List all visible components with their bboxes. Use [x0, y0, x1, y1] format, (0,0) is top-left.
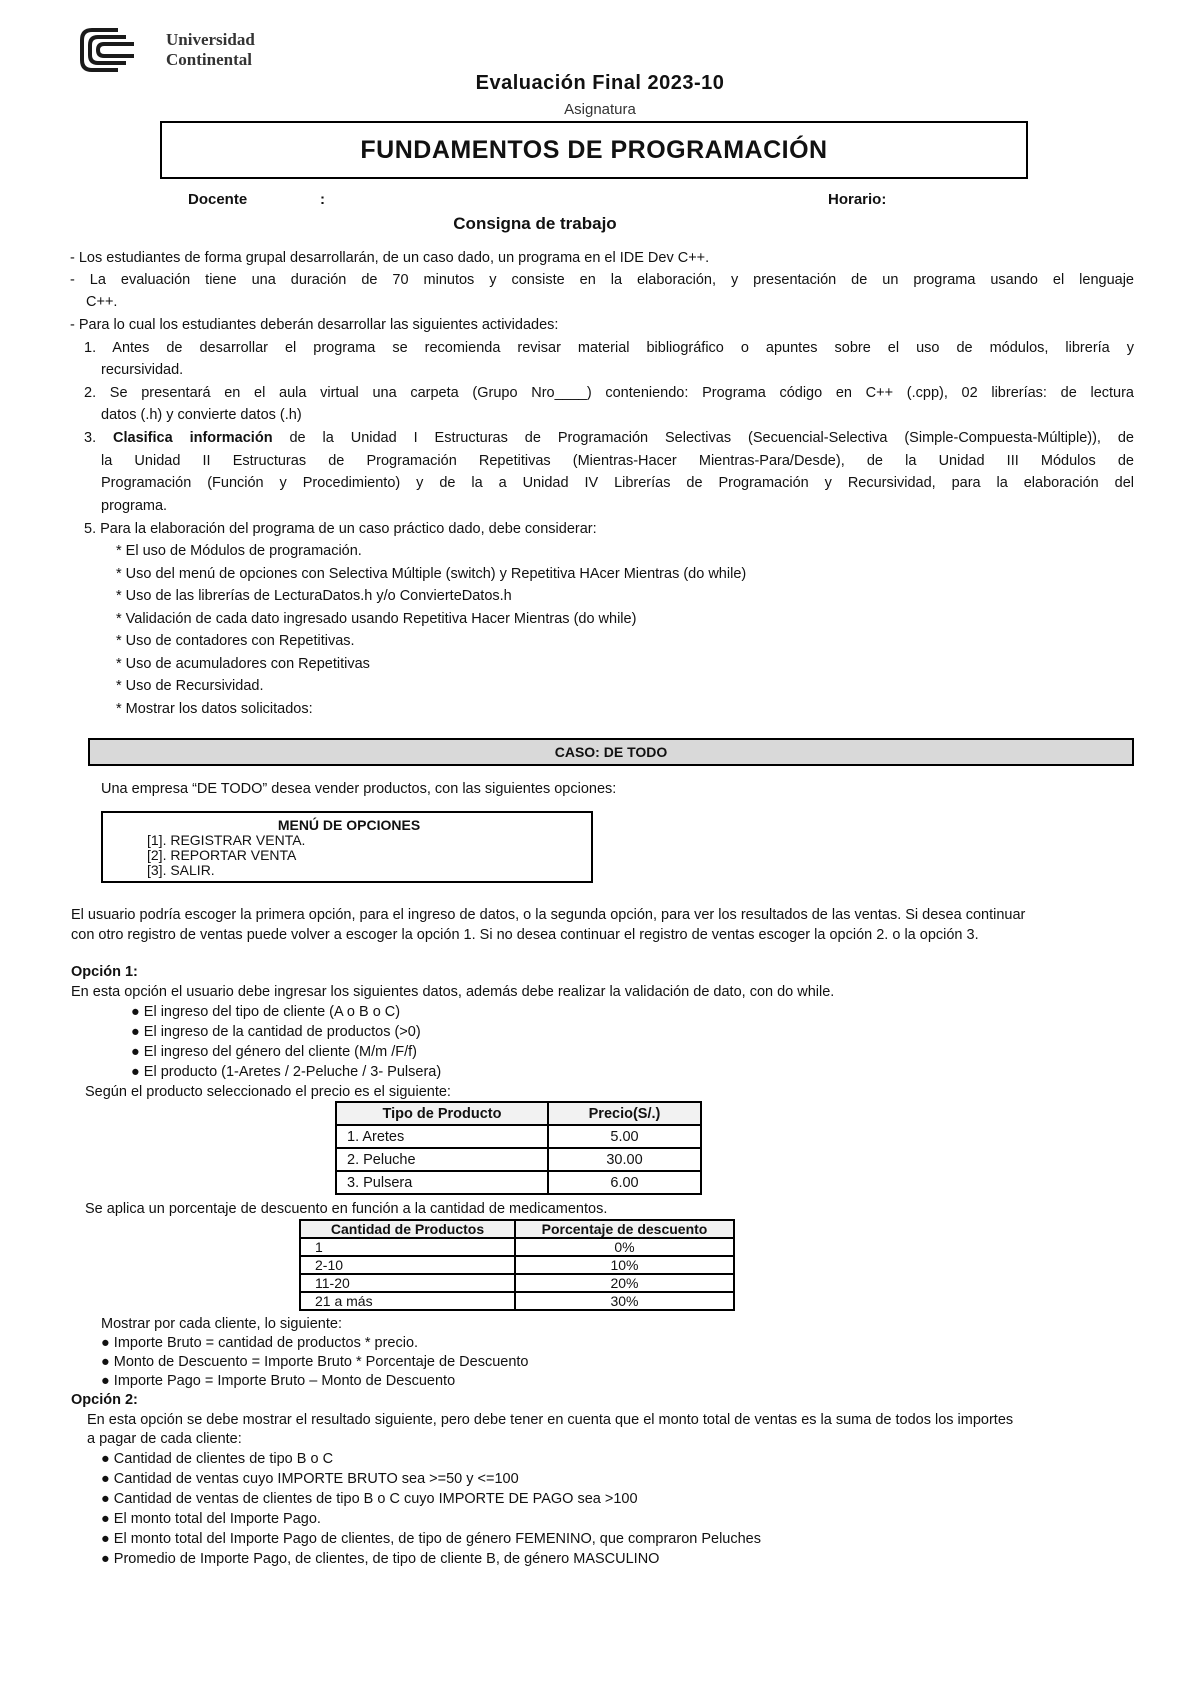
consider-item: * Uso de contadores con Repetitivas.: [116, 633, 355, 649]
activity-5: 5. Para la elaboración del programa de un caso práctico dado, debe considerar:: [84, 521, 597, 537]
table-row: [300, 1256, 734, 1274]
activity-3: [84, 427, 1134, 450]
docente-label: Docente: [188, 191, 248, 208]
university-logo: [78, 26, 268, 74]
case-intro: Una empresa “DE TODO” desea vender productos, con las siguientes opciones:: [101, 781, 617, 797]
activity-3-cont: Programación (Función y Procedimiento) y de la a Unidad IV Librerías de Programación y Recursividad, para la elaboración del: [101, 475, 1134, 491]
menu-item: [3]. SALIR.: [147, 862, 215, 878]
activity-1: 1. Antes de desarrollar el programa se recomienda revisar material bibliográfico o apuntes sobre el uso de módulos, librería y: [84, 340, 1134, 356]
activity-3-cont: programa.: [101, 498, 168, 514]
case-paragraph: con otro registro de ventas puede volver a escoger la opción 1. Si no desea continuar el registro de ventas escoger la opción 2. o la opción 3.: [71, 927, 979, 943]
show-item: ● Importe Bruto = cantidad de productos * precio.: [101, 1335, 419, 1351]
activity-1-cont: recursividad.: [101, 362, 184, 378]
table-row: [336, 1148, 701, 1171]
table-header-row: [300, 1220, 734, 1238]
option-1-item: ● El producto (1-Aretes / 2-Peluche / 3- Pulsera): [131, 1064, 442, 1080]
instruction-line: - Los estudiantes de forma grupal desarrollarán, de un caso dado, un programa en el IDE Dev C++.: [70, 250, 710, 266]
exam-title: Evaluación Final 2023-10: [475, 72, 725, 94]
option-2-item: ● El monto total del Importe Pago.: [101, 1511, 321, 1527]
table-cell: 2. Peluche: [336, 1148, 548, 1171]
table-row: [336, 1171, 701, 1194]
options-menu-box: [101, 811, 593, 883]
table-cell: 21 a más: [300, 1292, 515, 1310]
continental-logo-icon: [78, 26, 158, 74]
table-header: Porcentaje de descuento: [515, 1220, 734, 1238]
table-header: Cantidad de Productos: [300, 1220, 515, 1238]
table-cell: 10%: [515, 1256, 734, 1274]
table-header: Precio(S/.): [548, 1102, 701, 1125]
table-cell: 30%: [515, 1292, 734, 1310]
logo-line-2: Continental: [166, 50, 252, 69]
activity-3-number: 3.: [84, 430, 97, 446]
option-1-heading: Opción 1:: [71, 964, 138, 980]
option-2-intro: En esta opción se debe mostrar el resultado siguiente, pero debe tener en cuenta que el monto total de ventas es la suma de todos los importes: [87, 1412, 1014, 1428]
table-cell: 3. Pulsera: [336, 1171, 548, 1194]
activity-2-cont: datos (.h) y convierte datos (.h): [101, 407, 302, 423]
discount-intro: Se aplica un porcentaje de descuento en función a la cantidad de medicamentos.: [85, 1201, 608, 1217]
table-cell: 5.00: [548, 1125, 701, 1148]
case-paragraph: El usuario podría escoger la primera opción, para el ingreso de datos, o la segunda opción, para ver los resultados de las ventas. Si desea continuar: [71, 907, 1026, 923]
consider-item: * Uso de acumuladores con Repetitivas: [116, 656, 370, 672]
table-row: [300, 1238, 734, 1256]
horario-label: Horario:: [828, 191, 887, 208]
table-row: [300, 1292, 734, 1310]
consider-item: * Uso de Recursividad.: [116, 678, 264, 694]
option-2-item: ● Promedio de Importe Pago, de clientes, de tipo de cliente B, de género MASCULINO: [101, 1551, 660, 1567]
price-table: [335, 1101, 702, 1195]
logo-line-1: Universidad: [166, 30, 255, 49]
subject-name: FUNDAMENTOS DE PROGRAMACIÓN: [360, 135, 828, 164]
price-intro: Según el producto seleccionado el precio es el siguiente:: [85, 1084, 451, 1100]
table-cell: 11-20: [300, 1274, 515, 1292]
option-1-item: ● El ingreso del género del cliente (M/m /F/f): [131, 1044, 417, 1060]
activity-2: 2. Se presentará en el aula virtual una carpeta (Grupo Nro____) conteniendo: Programa código en C++ (.cpp), 02 librerías: de lectura: [84, 385, 1134, 401]
instruction-line: - La evaluación tiene una duración de 70 minutos y consiste en la elaboración, y presentación de un programa usando el lenguaje: [70, 272, 1134, 288]
option-2-intro: a pagar de cada cliente:: [87, 1431, 242, 1447]
option-1-intro: En esta opción el usuario debe ingresar los siguientes datos, además debe realizar la validación de dato, con do while.: [71, 984, 835, 1000]
table-row: [336, 1125, 701, 1148]
consider-item: * El uso de Módulos de programación.: [116, 543, 362, 559]
table-cell: 6.00: [548, 1171, 701, 1194]
option-2-item: ● Cantidad de clientes de tipo B o C: [101, 1451, 334, 1467]
show-item: ● Monto de Descuento = Importe Bruto * Porcentaje de Descuento: [101, 1354, 529, 1370]
table-cell: 1: [300, 1238, 515, 1256]
option-1-item: ● El ingreso del tipo de cliente (A o B o C): [131, 1004, 401, 1020]
subject-label: Asignatura: [564, 101, 636, 118]
consider-item: * Validación de cada dato ingresado usando Repetitiva Hacer Mientras (do while): [116, 611, 637, 627]
logo-text: [166, 30, 255, 70]
consider-item: * Mostrar los datos solicitados:: [116, 701, 313, 717]
case-title: CASO: DE TODO: [554, 744, 668, 760]
show-intro: Mostrar por cada cliente, lo siguiente:: [101, 1316, 342, 1332]
instruction-line: - Para lo cual los estudiantes deberán desarrollar las siguientes actividades:: [70, 317, 559, 333]
table-row: [300, 1274, 734, 1292]
option-2-heading: Opción 2:: [71, 1392, 138, 1408]
table-cell: 30.00: [548, 1148, 701, 1171]
consider-item: * Uso de las librerías de LecturaDatos.h y/o ConvierteDatos.h: [116, 588, 512, 604]
table-cell: 20%: [515, 1274, 734, 1292]
activity-3-cont: la Unidad II Estructuras de Programación Repetitivas (Mientras-Hacer Mientras-Para/Desde), de la Unidad III Módulos de: [101, 453, 1134, 469]
consigna-heading: Consigna de trabajo: [453, 214, 617, 233]
menu-title: MENÚ DE OPCIONES: [277, 817, 421, 833]
option-2-item: ● Cantidad de ventas de clientes de tipo B o C cuyo IMPORTE DE PAGO sea >100: [101, 1491, 638, 1507]
table-cell: 1. Aretes: [336, 1125, 548, 1148]
table-cell: 2-10: [300, 1256, 515, 1274]
activity-3-text: de la Unidad I Estructuras de Programación Selectivas (Secuencial-Selectiva (Simple-Compuesta-Múltiple)), de: [272, 430, 1134, 446]
show-item: ● Importe Pago = Importe Bruto – Monto de Descuento: [101, 1373, 456, 1389]
table-cell: 0%: [515, 1238, 734, 1256]
consider-item: * Uso del menú de opciones con Selectiva Múltiple (switch) y Repetitiva HAcer Mientras (do while): [116, 566, 747, 582]
activity-3-bold: Clasifica información: [113, 430, 273, 446]
option-2-item: ● El monto total del Importe Pago de clientes, de tipo de género FEMENINO, que compraron Peluches: [101, 1531, 761, 1547]
docente-colon: :: [320, 191, 325, 208]
option-1-item: ● El ingreso de la cantidad de productos (>0): [131, 1024, 421, 1040]
case-title-box: [88, 738, 1134, 766]
instruction-line: C++.: [86, 294, 118, 310]
discount-table: [299, 1219, 735, 1311]
subject-box: [160, 121, 1028, 179]
table-header: Tipo de Producto: [336, 1102, 548, 1125]
menu-item: [1]. REGISTRAR VENTA.: [147, 832, 306, 848]
menu-item: [2]. REPORTAR VENTA: [147, 847, 297, 863]
table-header-row: [336, 1102, 701, 1125]
option-2-item: ● Cantidad de ventas cuyo IMPORTE BRUTO sea >=50 y <=100: [101, 1471, 519, 1487]
